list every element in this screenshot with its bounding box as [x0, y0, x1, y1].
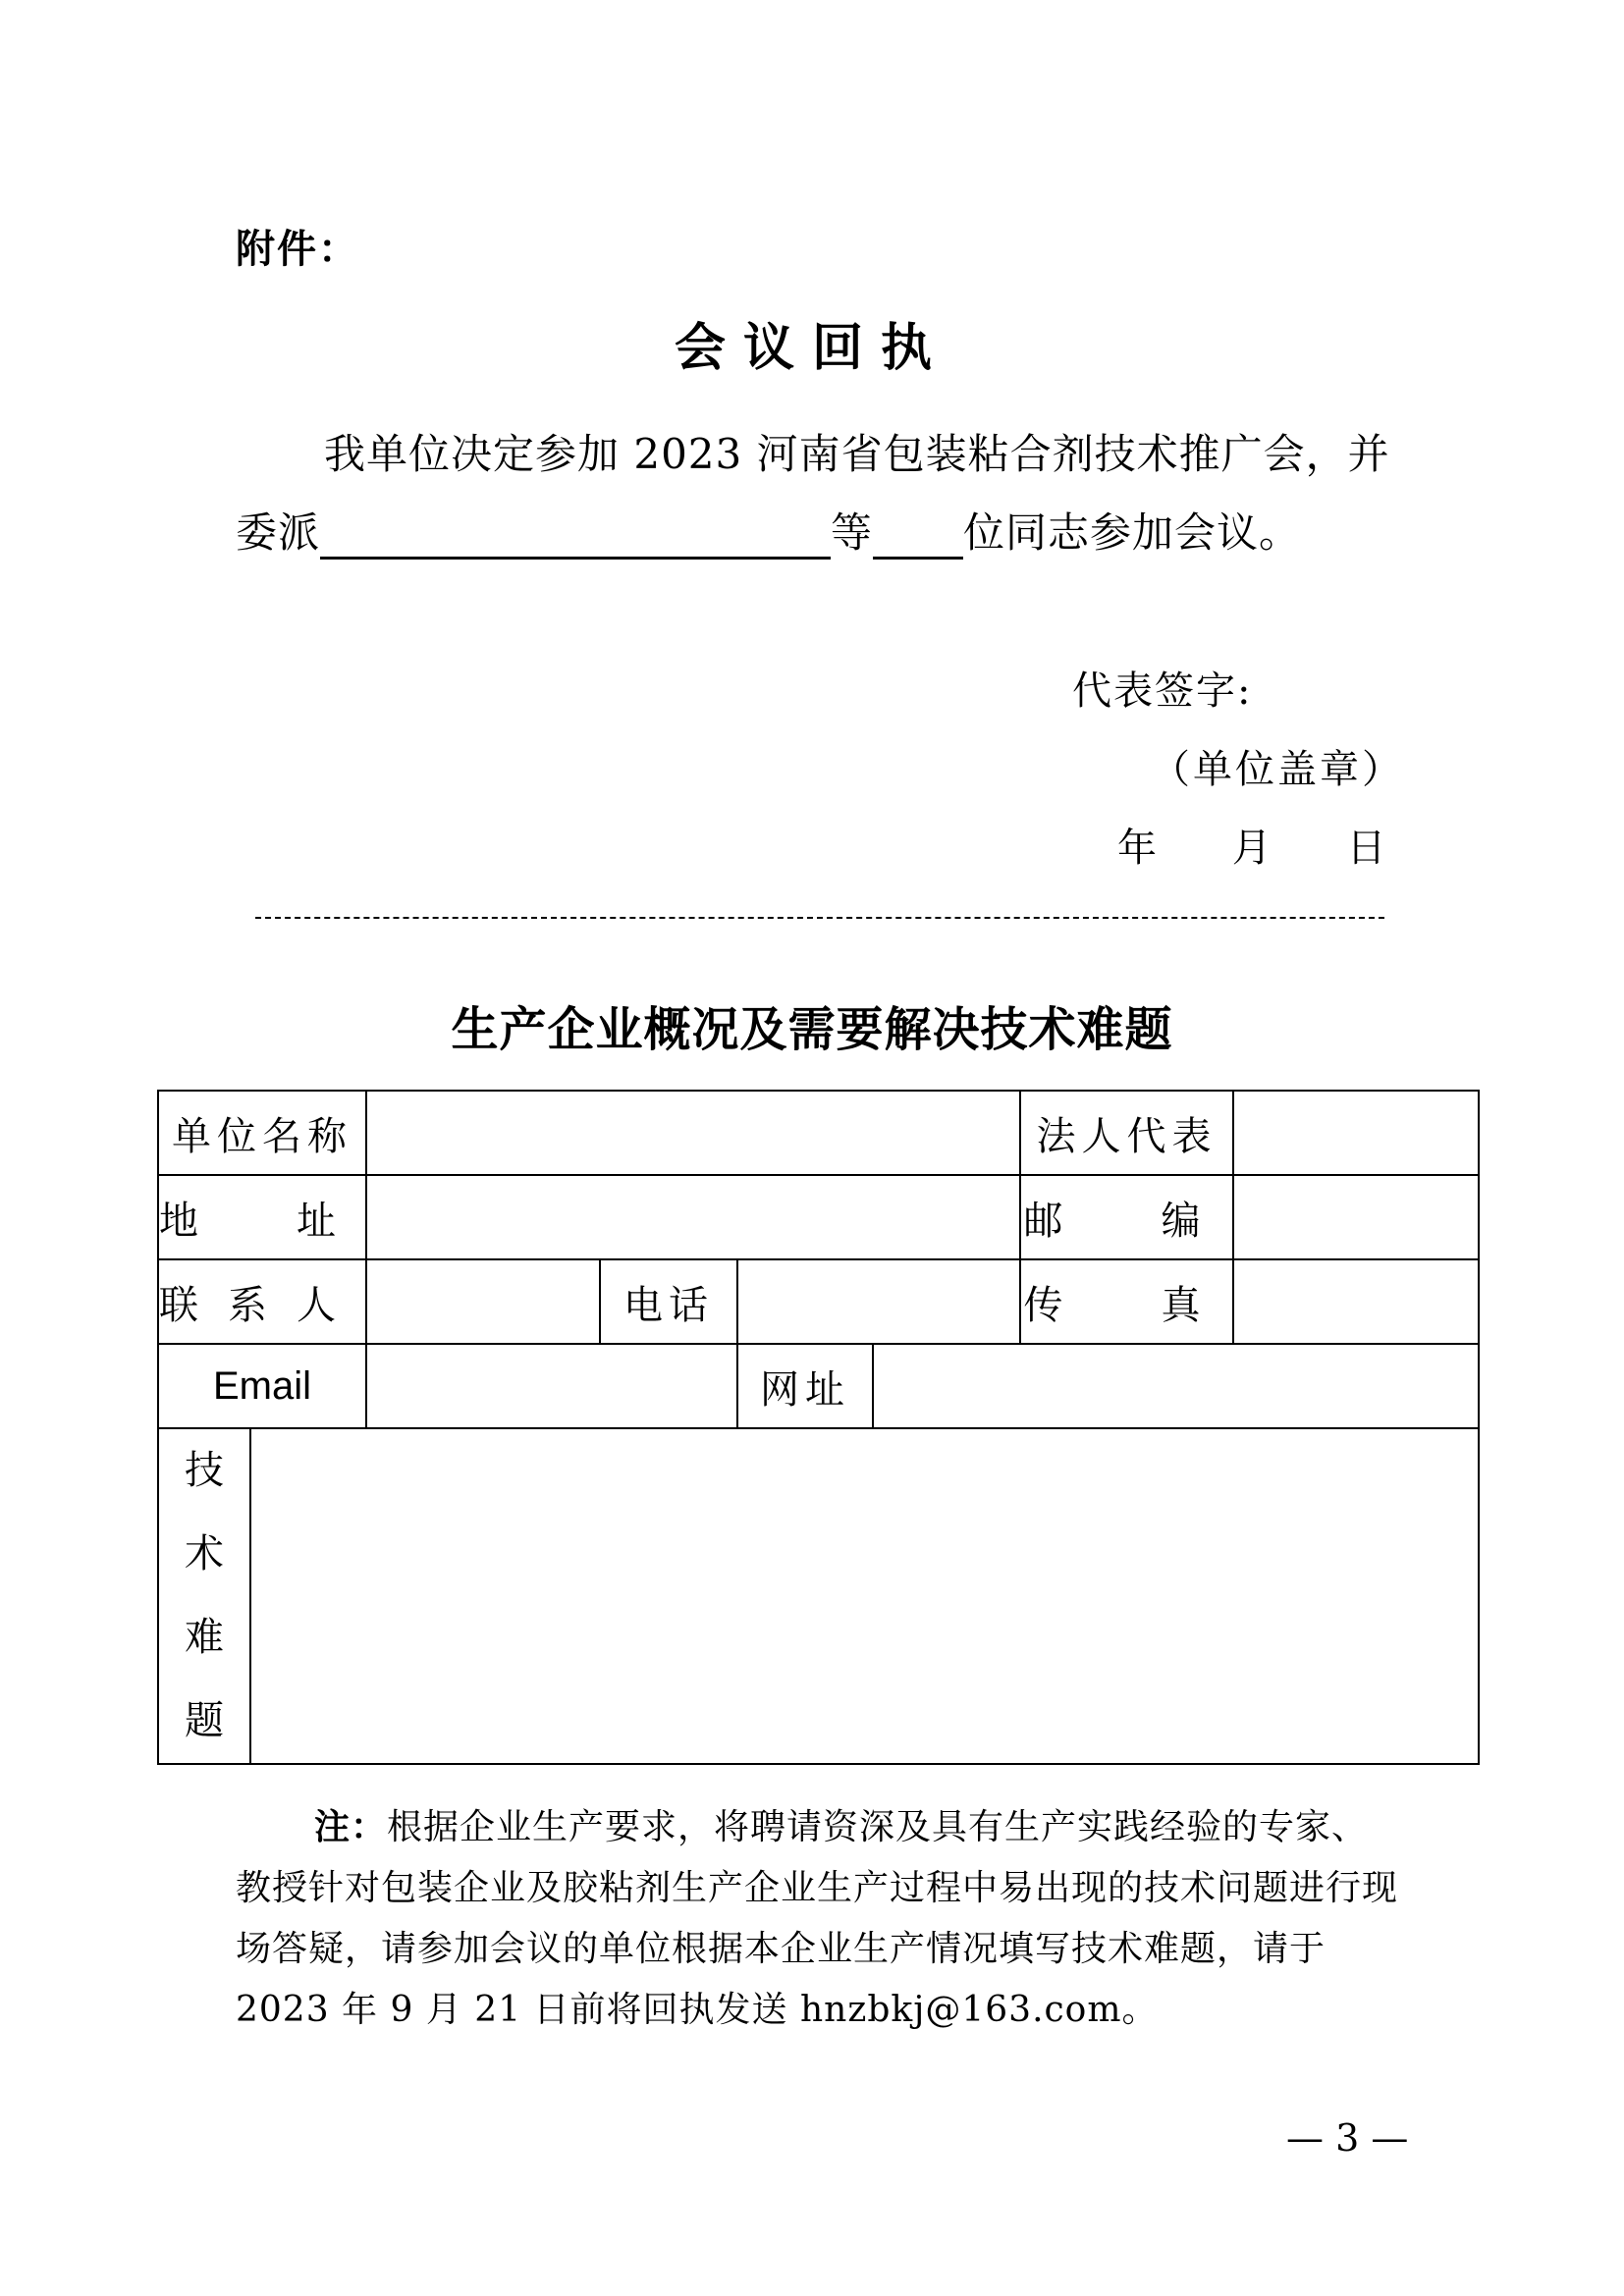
paragraph-line-1: 我单位决定参加 2023 河南省包装粘合剂技术推广会，并: [324, 430, 1390, 478]
paragraph-suffix: 位同志参加会议。: [963, 508, 1302, 557]
tech-problems-label: [158, 1428, 250, 1764]
postcode-field[interactable]: [1233, 1175, 1479, 1259]
date-day: 日: [1346, 826, 1386, 871]
annex-label: 附件：: [236, 226, 359, 272]
date-year: 年: [1117, 826, 1157, 871]
email-label: Email: [158, 1344, 366, 1428]
contact-field[interactable]: [366, 1259, 600, 1344]
note-label: 注：: [314, 1806, 388, 1847]
postcode-label: 邮 编: [1020, 1175, 1233, 1259]
seal-label: （单位盖章）: [1151, 747, 1404, 792]
address-field[interactable]: [366, 1175, 1020, 1259]
paragraph-line-2: [236, 501, 1301, 560]
email-field[interactable]: [366, 1344, 737, 1428]
unit-name-field[interactable]: [366, 1091, 1020, 1175]
page-title: 会议回执: [674, 318, 949, 378]
company-info-form: [157, 1090, 1480, 1765]
signature-label: 代表签字:: [1072, 668, 1253, 714]
page-number: — 3 —: [1286, 2116, 1409, 2160]
tech-problems-char: 术: [185, 1531, 224, 1576]
fax-label: 传 真: [1020, 1259, 1233, 1344]
tech-problems-char: 技: [185, 1448, 224, 1493]
cut-line-divider: [255, 917, 1384, 919]
website-field[interactable]: [873, 1344, 1479, 1428]
note-text: 根据企业生产要求，将聘请资深及具有生产实践经验的专家、教授针对包装企业及胶粘剂生产企业生产过程中易出现的技术问题进行现场答疑，请参加会议的单位根据本企业生产情况填写技术难题，请于 2023 年 9 月 21 日前将回执发送 hnzbkj@163.com。: [236, 1807, 1399, 2030]
phone-label: 电话: [600, 1259, 737, 1344]
legal-rep-label: 法人代表: [1020, 1091, 1233, 1175]
delegates-blank-field[interactable]: [320, 513, 831, 560]
form-title: 生产企业概况及需要解决技术难题: [451, 1002, 1173, 1057]
phone-field[interactable]: [737, 1259, 1020, 1344]
contact-label: 联系人: [158, 1259, 366, 1344]
paragraph-mid: 等: [831, 508, 874, 557]
fax-field[interactable]: [1233, 1259, 1479, 1344]
tech-problems-field[interactable]: [250, 1428, 1479, 1764]
tech-problems-char: 难: [185, 1615, 224, 1660]
address-label: 地 址: [158, 1175, 366, 1259]
delegate-count-blank-field[interactable]: [873, 513, 963, 560]
unit-name-label: 单位名称: [158, 1091, 366, 1175]
legal-rep-field[interactable]: [1233, 1091, 1479, 1175]
date-month: 月: [1231, 826, 1272, 871]
tech-problems-char: 题: [185, 1698, 224, 1743]
footnote: [236, 1796, 1404, 2041]
date-line: [1117, 817, 1385, 873]
website-label: 网址: [737, 1344, 873, 1428]
paragraph-prefix: 委派: [236, 508, 321, 557]
